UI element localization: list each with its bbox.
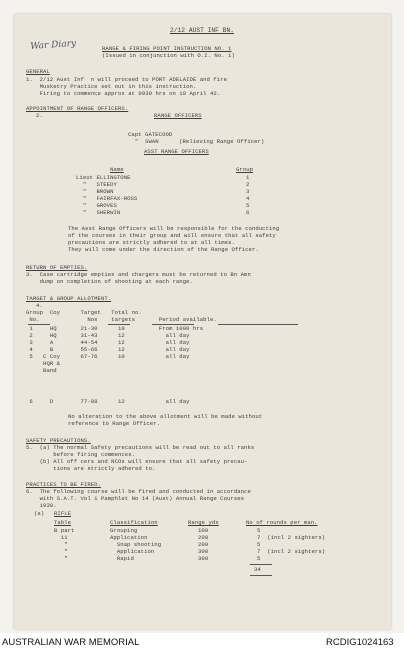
rifle-row-rounds: 5 (257, 541, 261, 548)
asst-officer-name: " BROWN (76, 188, 114, 195)
underline (218, 324, 298, 325)
col-rounds: No of rounds per man. (246, 519, 318, 526)
total-rule (250, 575, 272, 576)
instruction-title: RANGE & FIRING POINT INSTRUCTION NO. 1 (102, 45, 232, 52)
rifle-row-range: 200 (198, 534, 209, 541)
rifle-row-table: 11 (54, 534, 68, 541)
targets-note-line-1: No alteration to the above allotment will be made without (68, 413, 263, 420)
target-row: 2 HQ 31-43 12 all day (26, 332, 190, 339)
asst-officer-name: " FAIRFAX-ROSS (76, 195, 138, 202)
safety-line-2: before firing commences. (26, 451, 136, 458)
target-row: 6 D 77-88 12 all day (26, 398, 190, 405)
empties-line-2: dump on completion of shooting at each range. (26, 278, 193, 285)
safety-line-4: tions are strictly adhered to. (26, 465, 156, 472)
rifle-row-table: B part (54, 527, 75, 534)
appointments-heading: APPOINTMENT OF RANGE OFFICERS. (26, 105, 129, 112)
range-officers-heading: RANGE OFFICERS (154, 112, 202, 119)
asst-officer-group: 6 (246, 209, 250, 216)
rifle-row-range: 300 (198, 555, 209, 562)
target-row: 4 B 55-66 12 all day (26, 346, 190, 353)
rifle-row-class: Application (110, 548, 155, 555)
asst-note-line-1: The Asst Range Officers will be responsible for the conducting (68, 225, 280, 232)
general-line-1: 1. 2/12 Aust Inf n will proceed to PORT ADELAIDE and fire (26, 76, 228, 83)
asst-note-line-3: precautions are strictly adhered to at all times. (68, 239, 235, 246)
target-row: 3 A 44-54 12 all day (26, 339, 190, 346)
asst-officer-group: 4 (246, 195, 250, 202)
practices-line-2: with S.A.T. Vol 1 Pamphlet No 14 (Aust) Annual Range Courses (26, 495, 245, 502)
rifle-row-rounds: 7 (incl 2 sighters) (257, 548, 326, 555)
asst-officer-name: " GROVES (76, 202, 117, 209)
col-classification: Classification (110, 519, 158, 526)
asst-officer-name: Lieut ELLINGTONE (76, 174, 131, 181)
rifle-row-range: 300 (198, 548, 209, 555)
safety-heading: SAFETY PRECAUTIONS. (26, 437, 91, 444)
rifle-row-range: 200 (198, 541, 209, 548)
asst-officer-group: 1 (246, 174, 250, 181)
total-rule (250, 564, 272, 565)
targets-header-2: No. Nos targets Period available. (26, 316, 217, 323)
range-officer-2: " SWAN (Relieving Range Officer) (128, 138, 265, 145)
empties-heading: RETURN OF EMPTIES. (26, 264, 88, 271)
rifle-row-class: Rapid (110, 555, 134, 562)
rounds-total: 34 (254, 566, 261, 573)
rifle-row-range: 100 (198, 527, 209, 534)
rifle-row-rounds: 5 (257, 527, 261, 534)
target-row: Band (26, 367, 57, 374)
safety-line-1: 5. (a) The normal Safety precautions will be read out to all ranks (26, 444, 255, 451)
target-row: 5 C Coy 67-76 10 all day (26, 353, 190, 360)
asst-officer-group: 2 (246, 181, 250, 188)
col-name: Name (110, 166, 124, 173)
rifle-row-table: " (54, 555, 68, 562)
asst-officer-group: 3 (246, 188, 250, 195)
practices-heading: PRACTICES TO BE FIRED. (26, 481, 101, 488)
practices-line-1: 6. The following course will be fired and conducted in accordance (26, 488, 251, 495)
margin-note: War Diary (30, 38, 77, 52)
general-heading: GENERAL (26, 68, 50, 75)
targets-note-line-2: reference to Range Officer. (68, 420, 160, 427)
footer-left: AUSTRALIAN WAR MEMORIAL (2, 637, 140, 648)
rifle-row-table: " (54, 548, 68, 555)
unit-title: 2/12 AUST INF BN. (170, 27, 234, 34)
range-officer-1: Capt GATECOOD (128, 131, 173, 138)
rifle-row-class: Application (110, 534, 148, 541)
general-line-3: Firing to commence approx at 0930 hrs on 10 April 42. (26, 90, 221, 97)
col-range: Range yds (188, 519, 219, 526)
rifle-row-table: " (54, 541, 68, 548)
asst-note-line-2: of the courses in their group and will ensure that all safety (68, 232, 276, 239)
footer-bar (0, 633, 404, 653)
practices-sub-label: (a) (34, 510, 45, 517)
rifle-row-class: Grouping (110, 527, 138, 534)
rifle-heading: RIFLE (54, 510, 72, 517)
asst-officer-name: " STEEDY (76, 181, 117, 188)
targets-header-1: Group Coy Target Total no. (26, 309, 142, 316)
instruction-subtitle: (Issued in conjunction with O.I. No. 1) (102, 52, 235, 59)
safety-line-3: (b) All off cers and NCOs will ensure that all safety precau- (26, 458, 248, 465)
targets-num: 4. (36, 302, 43, 309)
col-table: Table (54, 519, 72, 526)
target-row: 1 HQ 21-30 10 From 1000 hrs (26, 325, 204, 332)
rifle-row-rounds: 7 (incl 2 sighters) (257, 534, 326, 541)
asst-officer-group: 5 (246, 202, 250, 209)
rifle-row-rounds: 5 (257, 555, 261, 562)
document-page (14, 14, 391, 629)
asst-officer-name: " SHERWIN (76, 209, 121, 216)
footer-right: RCDIG1024163 (326, 637, 394, 648)
col-group: Group (236, 166, 254, 173)
rifle-row-class: Snap shooting (110, 541, 162, 548)
appointments-num: 2. (36, 112, 43, 119)
target-row: HQR & (26, 360, 61, 367)
general-line-2: Musketry Practice set out in this instruction. (26, 83, 197, 90)
asst-note-line-4: They will come under the direction of the Range Officer. (68, 246, 259, 253)
empties-line-1: 3. Case cartridge empties and chargers must be returned to Bn Amn (26, 271, 251, 278)
targets-heading: TARGET & GROUP ALLOTMENT. (26, 295, 112, 302)
asst-officers-heading: ASST RANGE OFFICERS (144, 148, 209, 155)
practices-line-3: 1939. (26, 502, 57, 509)
